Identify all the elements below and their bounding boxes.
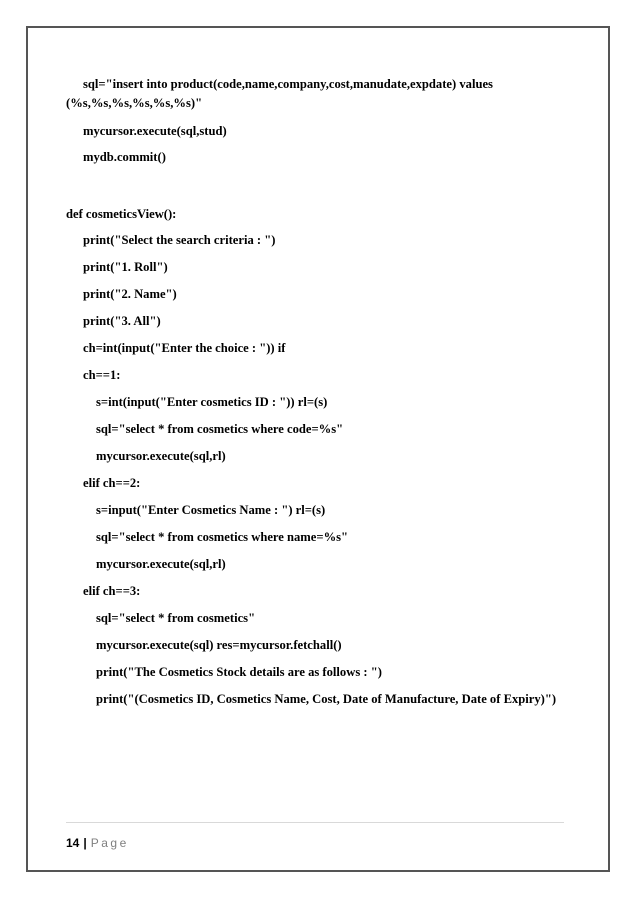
code-line: sql="select * from cosmetics" — [96, 611, 256, 625]
footer-separator: | — [83, 836, 87, 850]
footer-divider — [66, 822, 564, 823]
code-line: sql="insert into product(code,name,company,cost,manudate,expdate) values — [83, 77, 493, 91]
code-line: mycursor.execute(sql,rl) — [96, 449, 226, 463]
code-line: mydb.commit() — [83, 150, 166, 164]
page-number: 14 — [66, 836, 80, 850]
code-line: ch==1: — [83, 368, 121, 382]
code-line: print("Select the search criteria : ") — [83, 233, 276, 247]
code-line: print("3. All") — [83, 314, 161, 328]
page-label: Page — [90, 836, 129, 850]
code-line: (%s,%s,%s,%s,%s,%s)" — [66, 96, 203, 110]
code-line: elif ch==2: — [83, 476, 141, 490]
code-line: print("The Cosmetics Stock details are as follows : ") — [96, 665, 382, 679]
code-line: sql="select * from cosmetics where code=%s" — [96, 422, 344, 436]
code-line: elif ch==3: — [83, 584, 141, 598]
code-line: print("1. Roll") — [83, 260, 168, 274]
code-line: def cosmeticsView(): — [66, 207, 177, 221]
code-line: s=int(input("Enter cosmetics ID : ")) rl=(s) — [96, 395, 328, 409]
code-line: print("2. Name") — [83, 287, 177, 301]
code-line: print("(Cosmetics ID, Cosmetics Name, Cost, Date of Manufacture, Date of Expiry)") — [96, 692, 557, 706]
page-footer — [66, 836, 129, 850]
code-line: ch=int(input("Enter the choice : ")) if — [83, 341, 286, 355]
code-line: s=input("Enter Cosmetics Name : ") rl=(s) — [96, 503, 326, 517]
code-line: mycursor.execute(sql,rl) — [96, 557, 226, 571]
code-line: mycursor.execute(sql,stud) — [83, 124, 227, 138]
code-line: mycursor.execute(sql) res=mycursor.fetchall() — [96, 638, 342, 652]
code-line: sql="select * from cosmetics where name=%s" — [96, 530, 349, 544]
